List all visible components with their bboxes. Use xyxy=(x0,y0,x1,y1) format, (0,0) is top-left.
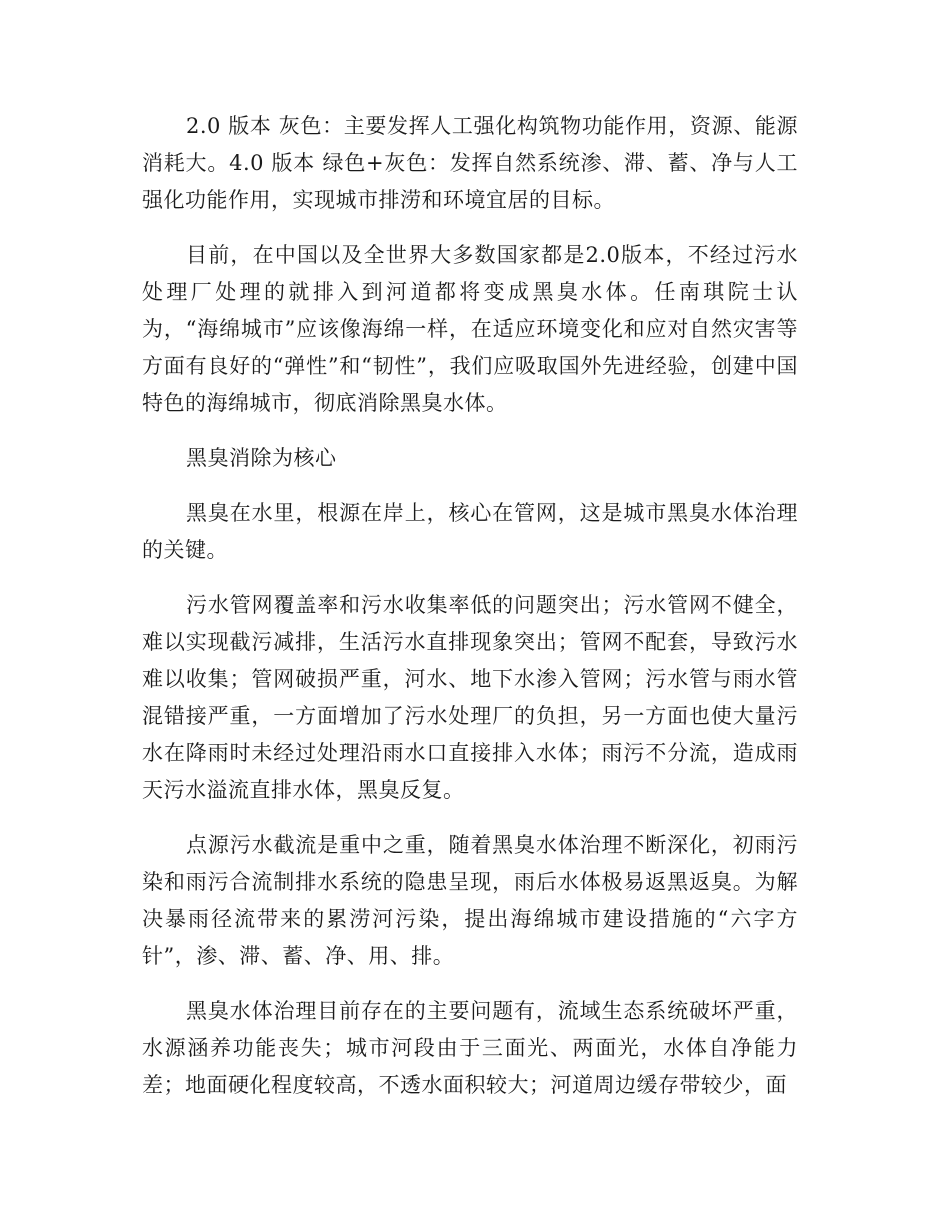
paragraph-pipe-network-issues: 污水管网覆盖率和污水收集率低的问题突出；污水管网不健全，难以实现截污减排，生活污水直排现象突出；管网不配套，导致污水难以收集；管网破损严重，河水、地下水渗入管网；污水管与雨水管混错接严重，一方面增加了污水处理厂的负担，另一方面也使大量污水在降雨时未经过处理沿雨水口直接排入水体；雨污不分流，造成雨天污水溢流直排水体，黑臭反复。 xyxy=(142,593,798,802)
document-body xyxy=(142,108,798,1122)
paragraph-point-source-interception: 点源污水截流是重中之重，随着黑臭水体治理不断深化，初雨污染和雨污合流制排水系统的隐患呈现，雨后水体极易返黑返臭。为解决暴雨径流带来的累涝河污染，提出海绵城市建设措施的“六字方针”，渗、滞、蓄、净、用、排。 xyxy=(142,833,798,968)
paragraph-main-problems: 黑臭水体治理目前存在的主要问题有，流域生态系统破坏严重，水源涵养功能丧失；城市河段由于三面光、两面光，水体自净能力差；地面硬化程度较高，不透水面积较大；河道周边缓存带较少，面 xyxy=(142,999,798,1097)
paragraph-key-point: 黑臭在水里，根源在岸上，核心在管网，这是城市黑臭水体治理的关键。 xyxy=(142,501,798,562)
section-heading: 黑臭消除为核心 xyxy=(186,446,337,470)
paragraph-current-status: 目前，在中国以及全世界大多数国家都是2.0版本，不经过污水处理厂处理的就排入到河道都将变成黑臭水体。任南琪院士认为，“海绵城市”应该像海绵一样，在适应环境变化和应对自然灾害等方面有良好的“弹性”和“韧性”，我们应吸取国外先进经验，创建中国特色的海绵城市，彻底消除黑臭水体。 xyxy=(142,243,798,415)
paragraph-version-comparison: 2.0 版本 灰色：主要发挥人工强化构筑物功能作用，资源、能源消耗大。4.0 版本 绿色+灰色：发挥自然系统渗、滞、蓄、净与人工强化功能作用，实现城市排涝和环境宜居的目标。 xyxy=(142,114,798,212)
